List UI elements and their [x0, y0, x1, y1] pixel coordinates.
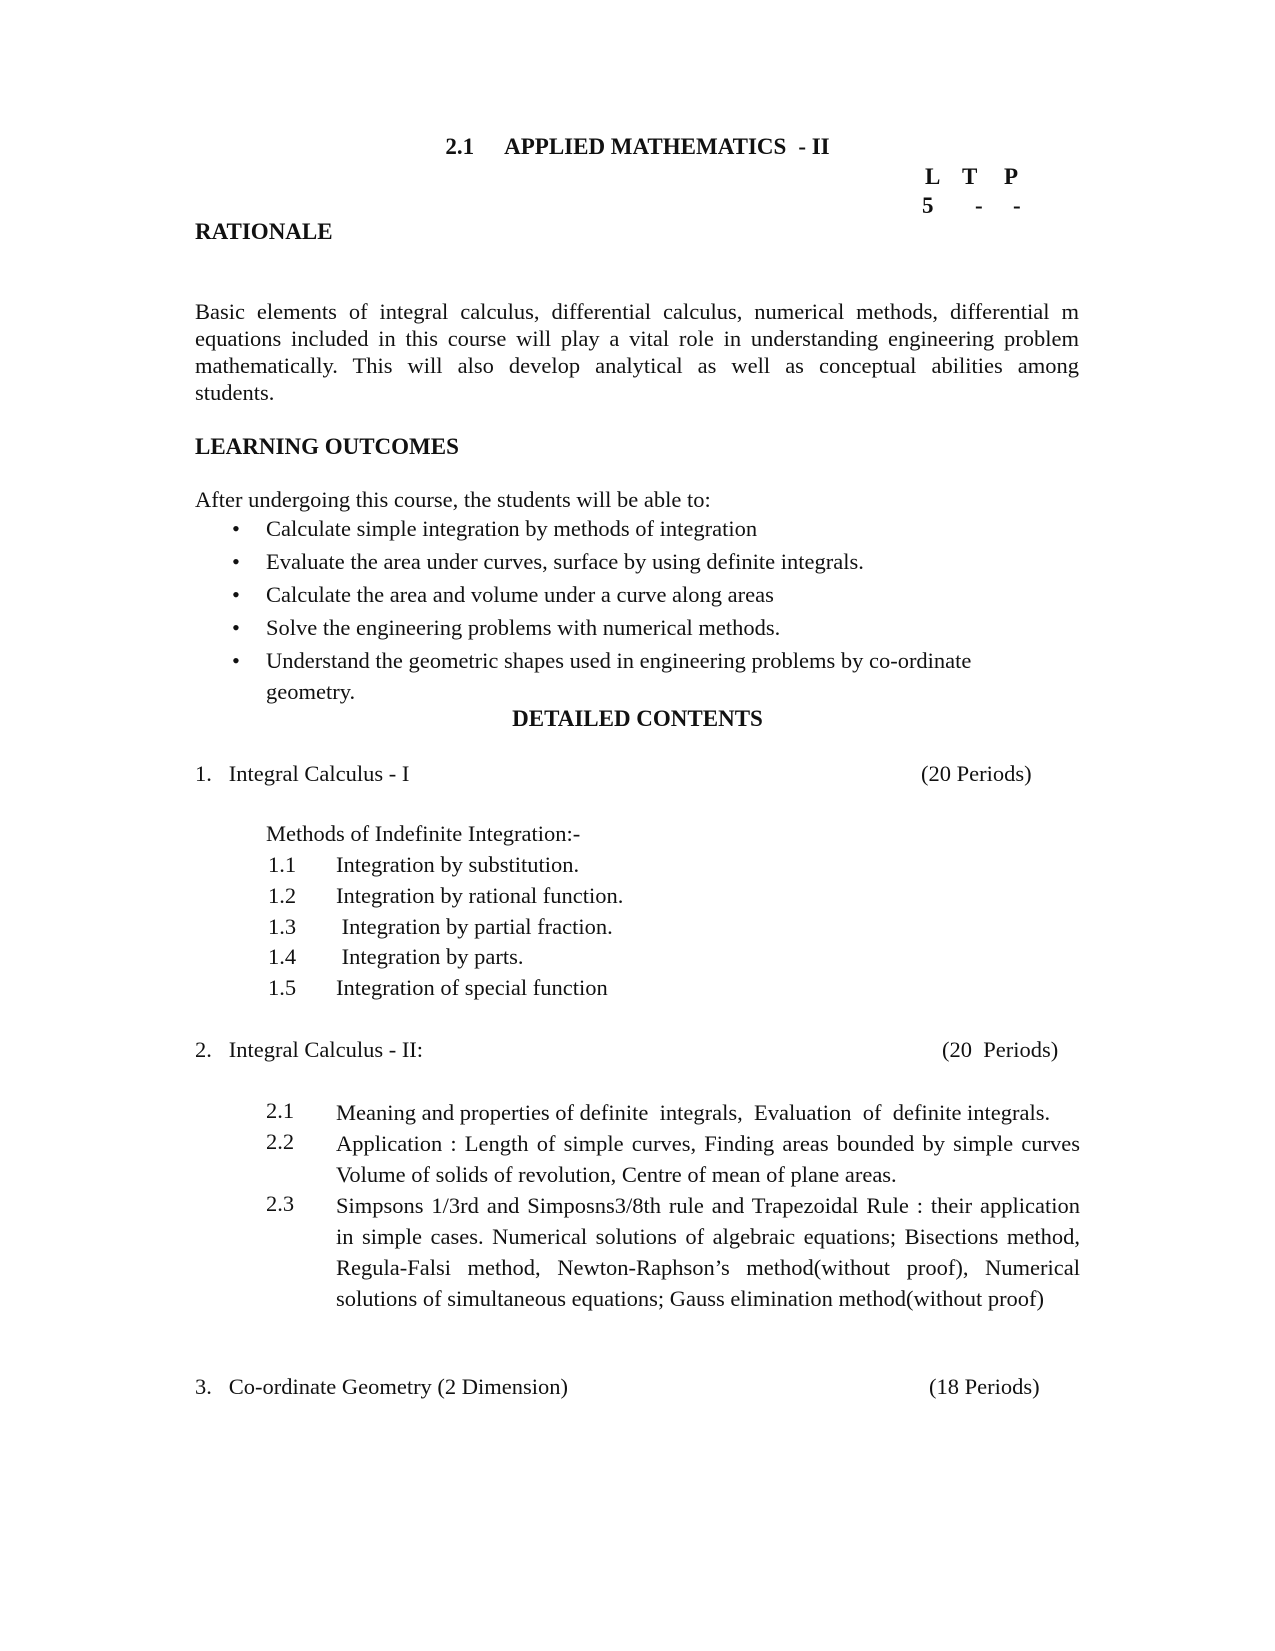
unit3-periods: (18 Periods) — [929, 1374, 1040, 1399]
list-item: • Calculate the area and volume under a curve along areas — [228, 579, 1028, 610]
unit2-item-number: 2.2 — [266, 1129, 295, 1154]
learning-outcomes-list — [228, 513, 1028, 709]
list-item: • Calculate simple integration by methods of integration — [228, 513, 1028, 544]
unit1-periods: (20 Periods) — [921, 761, 1032, 786]
unit2-title: 2. Integral Calculus - II: — [195, 1037, 424, 1062]
unit1-item: 1.4 Integration by parts. — [268, 944, 524, 969]
ltp-p-value: - — [1013, 193, 1021, 218]
rationale-heading: RATIONALE — [195, 219, 333, 244]
detailed-contents-heading: DETAILED CONTENTS — [512, 706, 763, 731]
learning-outcomes-heading: LEARNING OUTCOMES — [195, 434, 459, 459]
page-title — [0, 133, 1275, 161]
list-item: • Understand the geometric shapes used in engineering problems by co-ordinate geometry. — [228, 645, 1026, 707]
rationale-line-4: students. — [195, 380, 275, 405]
ltp-t-value: - — [975, 193, 983, 218]
course-title: APPLIED MATHEMATICS — [504, 134, 787, 159]
rationale-line-1: Basic elements of integral calculus, differential calculus, numerical methods, differential m — [195, 299, 1079, 324]
unit1-item: 1.3 Integration by partial fraction. — [268, 914, 613, 939]
unit1-item: 1.2 Integration by rational function. — [268, 883, 624, 908]
rationale-paragraph — [195, 298, 1079, 406]
course-title-suffix: - II — [798, 134, 830, 159]
unit1-item: 1.5 Integration of special function — [268, 975, 608, 1000]
unit1-title: 1. Integral Calculus - I — [195, 761, 410, 786]
unit2-item-number: 2.1 — [266, 1098, 295, 1123]
bullet-icon: • — [232, 549, 240, 574]
unit2-item-number: 2.3 — [266, 1191, 295, 1216]
learning-outcomes-intro: After undergoing this course, the students will be able to: — [195, 487, 711, 512]
rationale-line-3: mathematically. This will also develop analytical as well as conceptual abilities among — [195, 353, 1079, 378]
list-item: • Evaluate the area under curves, surface by using definite integrals. — [228, 546, 1028, 577]
bullet-icon: • — [232, 516, 240, 541]
unit2-item-text: Meaning and properties of definite integrals, Evaluation of definite integrals. — [336, 1100, 1051, 1125]
unit3-title: 3. Co-ordinate Geometry (2 Dimension) — [195, 1374, 569, 1399]
course-number: 2.1 — [445, 134, 475, 159]
bullet-icon: • — [232, 582, 240, 607]
ltp-p-label: P — [1004, 164, 1019, 189]
bullet-icon: • — [232, 615, 240, 640]
ltp-l-label: L — [925, 164, 941, 189]
unit2-item-text: Application : Length of simple curves, Finding areas bounded by simple curves Volume of solids of revolution, Centre of mean of plane areas. — [336, 1131, 1080, 1187]
unit1-item: 1.1 Integration by substitution. — [268, 852, 580, 877]
rationale-line-2: equations included in this course will play a vital role in understanding engineering problem — [195, 326, 1079, 351]
ltp-t-label: T — [962, 164, 978, 189]
unit1-subheading: Methods of Indefinite Integration:- — [266, 821, 581, 846]
bullet-icon: • — [232, 648, 240, 673]
unit2-periods: (20 Periods) — [942, 1037, 1059, 1062]
unit2-item-text: Simpsons 1/3rd and Simposns3/8th rule and Trapezoidal Rule : their application in simple cases. Numerical solutions of algebraic equations; Bisections method, Regula-Falsi method, Newton-Raphson’s method(without proof), Numerical solutions of simultaneous equations; Gauss elimination method(without proof) — [336, 1193, 1080, 1311]
list-item: • Solve the engineering problems with numerical methods. — [228, 612, 1028, 643]
ltp-l-value: 5 — [922, 193, 934, 218]
